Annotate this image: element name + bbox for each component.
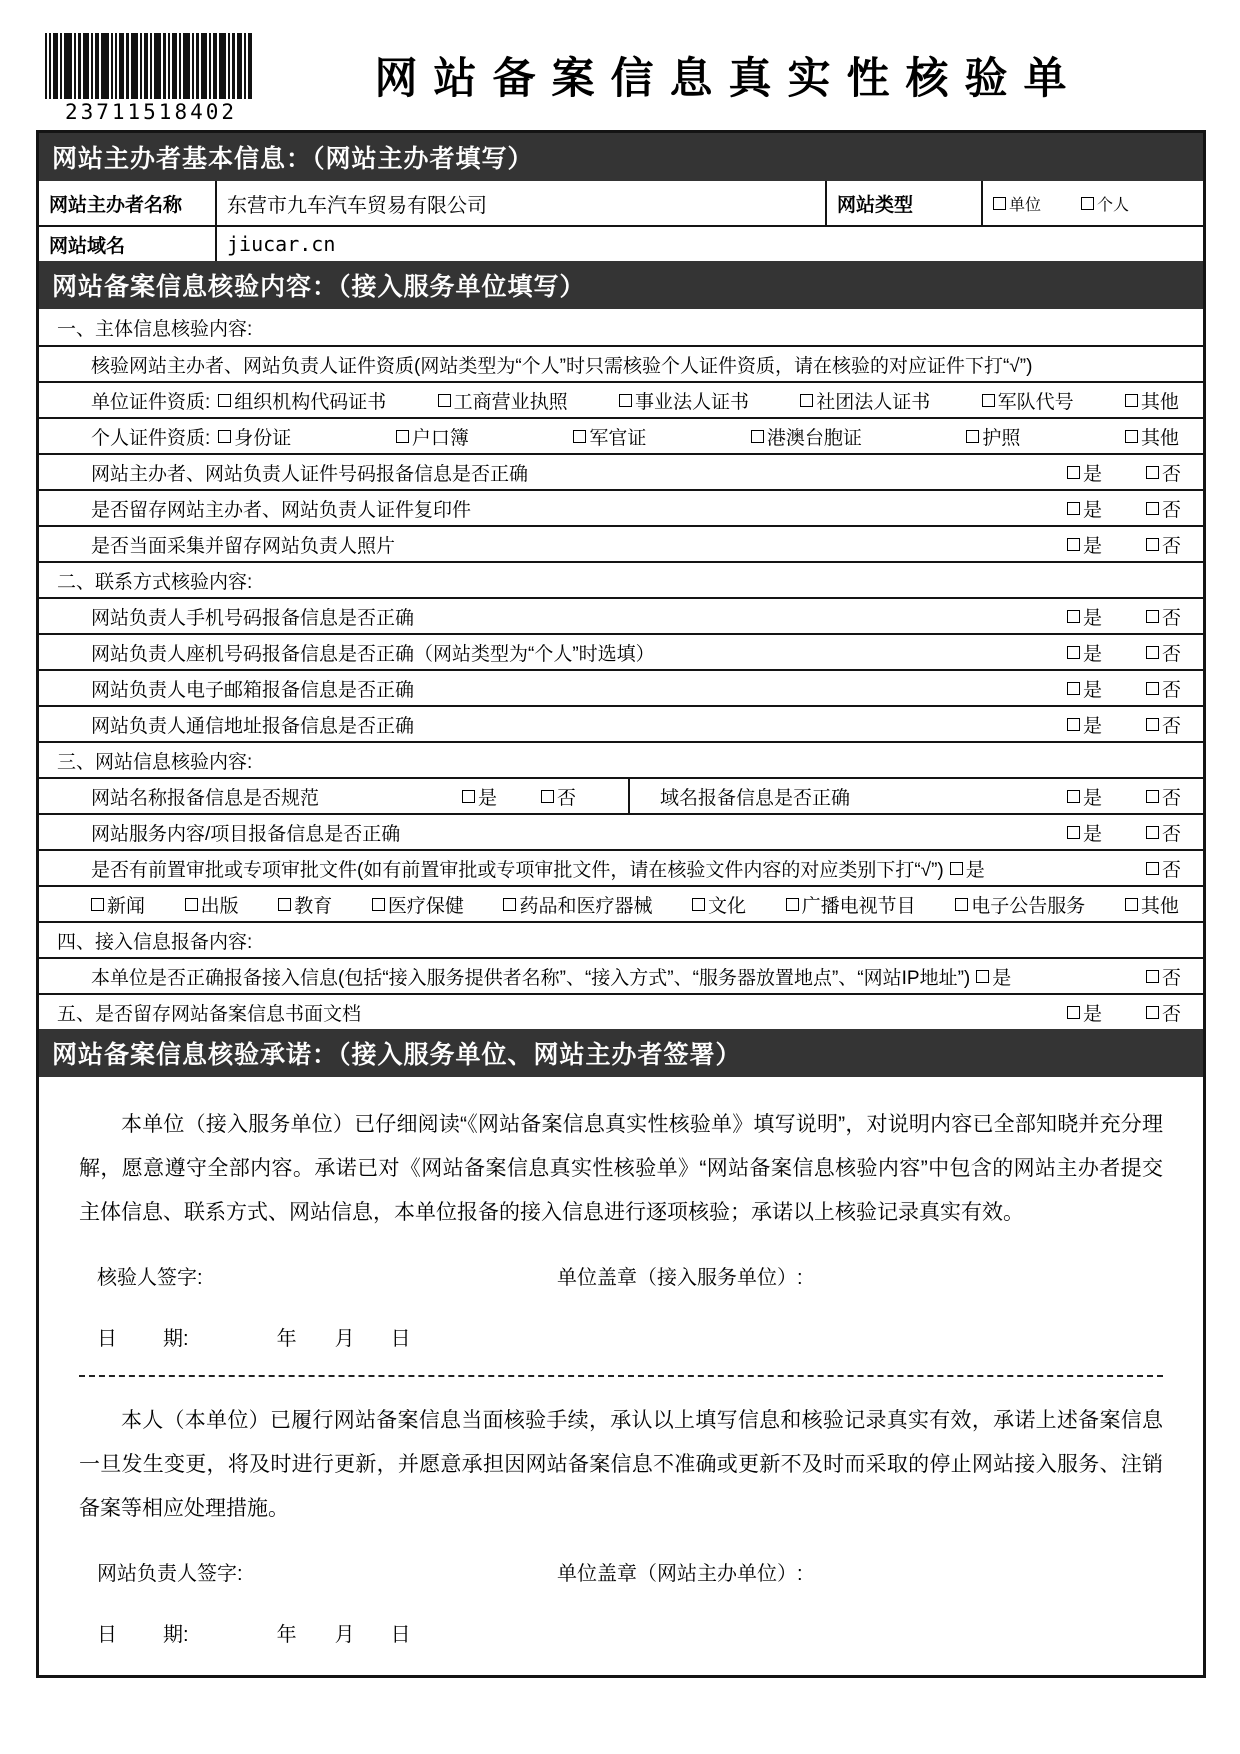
yes-option: [1067, 459, 1102, 486]
checkbox-pharma-medical-devices: [503, 898, 516, 911]
organizer-name-value: 东营市九车汽车贸易有限公司: [217, 181, 827, 225]
no-label: 否: [1161, 463, 1181, 485]
approval-category-option: [278, 891, 332, 918]
responsible-sign-row: [79, 1557, 1163, 1586]
checkbox-broadcast-tv: [786, 898, 799, 911]
personal-cert-options: [218, 423, 1187, 450]
checkbox-landline-yes: [1067, 646, 1080, 659]
checkbox-preapproval-yes: [950, 862, 963, 875]
personal-cert-option-label: 户口簿: [411, 427, 469, 449]
checkbox-household-register: [396, 430, 409, 443]
yes-no-group: [1067, 783, 1203, 810]
site-name-domain-row: [39, 777, 1203, 813]
checkbox-passport: [966, 430, 979, 443]
unit-cert-option-label: 工商营业执照: [453, 391, 568, 413]
no-label: 否: [1161, 823, 1181, 845]
approval-category-option: [692, 891, 746, 918]
yes-label: 是: [1082, 823, 1102, 845]
q-site-name-cell: [39, 779, 630, 813]
q-landline: 网站负责人座机号码报备信息是否正确（网站类型为“个人”时选填）: [91, 643, 655, 665]
yes-no-group: [1067, 531, 1187, 558]
q-email-row: [39, 669, 1203, 705]
yes-option: [976, 963, 1011, 990]
yes-option: [1067, 819, 1102, 846]
yes-option: [1067, 603, 1102, 630]
checkbox-mobile-yes: [1067, 610, 1080, 623]
yes-option: [1067, 783, 1102, 810]
approval-category-label: 电子公告服务: [971, 895, 1086, 917]
checkbox-access-no: [1146, 970, 1159, 983]
no-option: [1146, 675, 1181, 702]
yes-option: [950, 855, 985, 882]
approval-category-option: [372, 891, 464, 918]
checkbox-hmt-compatriot-cert: [751, 430, 764, 443]
barcode-image: [45, 33, 255, 99]
q-cert-number-row: [39, 453, 1203, 489]
part1-note-row: [39, 345, 1203, 381]
date-word: 日: [97, 1328, 117, 1350]
checkbox-domain-no: [1146, 790, 1159, 803]
q-email: 网站负责人电子邮箱报备信息是否正确: [91, 679, 415, 701]
unit-cert-option: [1125, 387, 1179, 414]
row-site-domain: [39, 225, 1203, 261]
checkbox-address-yes: [1067, 718, 1080, 731]
part1-title: 一、主体信息核验内容:: [57, 318, 253, 340]
part3-title-row: [39, 741, 1203, 777]
responsible-date-row: [79, 1618, 1163, 1647]
unit-cert-option-label: 其他: [1140, 391, 1179, 413]
yes-option: [1067, 711, 1102, 738]
approval-category-option: [91, 891, 145, 918]
no-label: 否: [1161, 535, 1181, 557]
unit-cert-option-label: 社团法人证书: [816, 391, 931, 413]
date-word: 期:: [163, 1624, 189, 1646]
no-label: 否: [1161, 607, 1181, 629]
date-month-label: 月: [334, 1328, 355, 1350]
checkbox-photo-no: [1146, 538, 1159, 551]
checkbox-news: [91, 898, 104, 911]
no-option: [1146, 603, 1181, 630]
yes-no-group: [1067, 459, 1187, 486]
q-domain-cell: [630, 783, 1203, 810]
section-header-verify-content: 网站备案信息核验内容：（接入服务单位填写）: [39, 261, 1203, 309]
responsible-sign-label: 网站负责人签字:: [97, 1563, 243, 1585]
no-label: 否: [1161, 643, 1181, 665]
checkbox-business-license: [438, 394, 451, 407]
unit-cert-row: [39, 381, 1203, 417]
checkbox-email-no: [1146, 682, 1159, 695]
organizer-name-label: 网站主办者名称: [39, 181, 217, 225]
q-address-row: [39, 705, 1203, 741]
approval-category-options: [91, 891, 1187, 918]
checkbox-service-yes: [1067, 826, 1080, 839]
checkbox-cert-number-no: [1146, 466, 1159, 479]
no-label: 否: [1161, 859, 1181, 881]
date-word: 期:: [163, 1328, 189, 1350]
no-label: 否: [1161, 679, 1181, 701]
checkbox-mobile-no: [1146, 610, 1159, 623]
approval-category-label: 文化: [708, 895, 747, 917]
barcode-block: [45, 33, 257, 124]
checkbox-address-no: [1146, 718, 1159, 731]
yes-label: 是: [477, 787, 497, 809]
yes-option: [1067, 495, 1102, 522]
date-year-label: 年: [276, 1624, 297, 1646]
unit-cert-option-label: 军队代号: [997, 391, 1074, 413]
q-photo: 是否当面采集并留存网站负责人照片: [91, 535, 396, 557]
no-option: [1146, 459, 1181, 486]
personal-cert-option-label: 军官证: [589, 427, 647, 449]
checkbox-service-no: [1146, 826, 1159, 839]
verify-table: [39, 309, 1203, 1029]
unit-cert-option-label: 组织机构代码证书: [234, 391, 387, 413]
q-access-row: [39, 957, 1203, 993]
approval-category-label: 广播电视节目: [801, 895, 916, 917]
checkbox-org-code-cert: [218, 394, 231, 407]
no-option: [1146, 855, 1187, 882]
q-service-row: [39, 813, 1203, 849]
verifier-sign-row: [79, 1261, 1163, 1290]
no-option: [1146, 711, 1181, 738]
date-month-label: 月: [334, 1624, 355, 1646]
approval-category-option: [1125, 891, 1179, 918]
verifier-date-row: [79, 1322, 1163, 1351]
yes-no-group: [1067, 711, 1187, 738]
q-landline-row: [39, 633, 1203, 669]
checkbox-cert-copy-no: [1146, 502, 1159, 515]
approval-category-label: 医疗保健: [387, 895, 464, 917]
yes-option: [1067, 531, 1102, 558]
part1-title-row: [39, 309, 1203, 345]
checkbox-culture: [692, 898, 705, 911]
checkbox-landline-no: [1146, 646, 1159, 659]
no-label: 否: [1161, 499, 1181, 521]
q-address: 网站负责人通信地址报备信息是否正确: [91, 715, 415, 737]
yes-label: 是: [1082, 607, 1102, 629]
date-day-label: 日: [390, 1328, 411, 1350]
checkbox-healthcare: [372, 898, 385, 911]
yes-no-group: [1067, 999, 1187, 1026]
organizer-seal-label: 单位盖章（网站主办单位）:: [557, 1563, 803, 1585]
personal-cert-option: [218, 423, 291, 450]
unit-cert-option: [619, 387, 749, 414]
no-label: 否: [556, 787, 576, 809]
q-photo-row: [39, 525, 1203, 561]
checkbox-site-type-unit: [993, 197, 1006, 210]
checkbox-site-name-yes: [462, 790, 475, 803]
section-header-basic-info: 网站主办者基本信息：（网站主办者填写）: [39, 133, 1203, 181]
no-label: 否: [1161, 715, 1181, 737]
checkbox-publishing: [185, 898, 198, 911]
yes-label: 是: [965, 859, 985, 881]
personal-cert-option: [751, 423, 862, 450]
part5-title: 五、是否留存网站备案信息书面文档: [57, 1003, 362, 1025]
checkbox-institution-cert: [619, 394, 632, 407]
no-option: [541, 783, 576, 810]
yes-no-group: [1067, 495, 1187, 522]
approval-category-option: [503, 891, 652, 918]
yes-label: 是: [1082, 535, 1102, 557]
approval-category-option: [185, 891, 239, 918]
unit-cert-option: [982, 387, 1074, 414]
personal-cert-option-label: 护照: [982, 427, 1021, 449]
q-mobile: 网站负责人手机号码报备信息是否正确: [91, 607, 415, 629]
yes-no-group: [1067, 819, 1187, 846]
site-domain-label: 网站域名: [39, 227, 217, 261]
approval-category-option: [955, 891, 1085, 918]
checkbox-photo-yes: [1067, 538, 1080, 551]
personal-cert-row: [39, 417, 1203, 453]
date-day-label: 日: [390, 1624, 411, 1646]
part2-title: 二、联系方式核验内容:: [57, 571, 253, 593]
checkbox-id-card: [218, 430, 231, 443]
dashed-divider: [79, 1375, 1163, 1377]
no-option: [1146, 783, 1181, 810]
q-access: 本单位是否正确报备接入信息(包括“接入服务提供者名称”、“接入方式”、“服务器放置地点”、“网站IP地址”): [91, 967, 971, 989]
unit-cert-option-label: 事业法人证书: [634, 391, 749, 413]
commitment-section: [39, 1077, 1203, 1675]
part3-title: 三、网站信息核验内容:: [57, 751, 253, 773]
yes-label: 是: [1082, 1003, 1102, 1025]
site-type-option-unit: [993, 192, 1041, 215]
date-word: 日: [97, 1624, 117, 1646]
no-option: [1146, 495, 1181, 522]
yes-option: [1067, 639, 1102, 666]
approval-category-label: 其他: [1140, 895, 1179, 917]
yes-option: [462, 783, 497, 810]
checkbox-email-yes: [1067, 682, 1080, 695]
approval-category-label: 出版: [200, 895, 239, 917]
checkbox-unit-other: [1125, 394, 1138, 407]
yes-no-group: [1067, 639, 1187, 666]
approval-category-label: 新闻: [107, 895, 146, 917]
approval-categories-row: [39, 885, 1203, 921]
q-mobile-row: [39, 597, 1203, 633]
no-option: [1146, 531, 1181, 558]
checkbox-education: [278, 898, 291, 911]
checkbox-bbs-service: [955, 898, 968, 911]
checkbox-site-name-no: [541, 790, 554, 803]
personal-cert-option: [1125, 423, 1179, 450]
document-header: [0, 0, 1240, 128]
yes-label: 是: [992, 967, 1012, 989]
checkbox-military-officer-cert: [573, 430, 586, 443]
q-preapproval: 是否有前置审批或专项审批文件(如有前置审批或专项审批文件，请在核验文件内容的对应类别下打“√”): [91, 859, 944, 881]
barcode-number: 23711518402: [64, 100, 238, 124]
site-type-option-personal: [1081, 192, 1129, 215]
checkbox-cert-number-yes: [1067, 466, 1080, 479]
checkbox-military-code: [982, 394, 995, 407]
q-domain: 域名报备信息是否正确: [660, 787, 851, 809]
row-organizer-name: [39, 181, 1203, 225]
yes-label: 是: [1082, 499, 1102, 521]
no-label: 否: [1161, 787, 1181, 809]
date-year-label: 年: [276, 1328, 297, 1350]
yes-option: [1067, 999, 1102, 1026]
personal-cert-label: 个人证件资质:: [91, 427, 211, 449]
approval-category-label: 药品和医疗器械: [519, 895, 653, 917]
no-option: [1146, 639, 1181, 666]
section-header-commitment: 网站备案信息核验承诺：（接入服务单位、网站主办者签署）: [39, 1029, 1203, 1077]
yes-option: [1067, 675, 1102, 702]
personal-cert-option-label: 港澳台胞证: [766, 427, 862, 449]
verifier-sign-label: 核验人签字:: [97, 1267, 203, 1289]
q-cert-copy: 是否留存网站主办者、网站负责人证件复印件: [91, 499, 472, 521]
q-cert-number: 网站主办者、网站负责人证件号码报备信息是否正确: [91, 463, 529, 485]
unit-cert-options: [218, 387, 1187, 414]
document-title: 网站备案信息真实性核验单: [374, 55, 1083, 103]
checkbox-personal-other: [1125, 430, 1138, 443]
personal-cert-option: [573, 423, 646, 450]
approval-category-option: [786, 891, 916, 918]
yes-label: 是: [1082, 643, 1102, 665]
checkbox-category-other: [1125, 898, 1138, 911]
commitment-paragraph-organizer: 本人（本单位）已履行网站备案信息当面核验手续，承认以上填写信息和核验记录真实有效，承诺上述备案信息一旦发生变更，将及时进行更新，并愿意承担因网站备案信息不准确或更新不及时而采取的停止网站接入服务、注销备案等相应处理措施。: [79, 1409, 1163, 1520]
no-option: [1146, 999, 1181, 1026]
checkbox-archive-no: [1146, 1006, 1159, 1019]
yes-no-group: [1067, 603, 1187, 630]
yes-label: 是: [1082, 679, 1102, 701]
yes-label: 是: [1082, 463, 1102, 485]
site-domain-value: jiucar.cn: [227, 232, 336, 256]
part1-note: 核验网站主办者、网站负责人证件资质(网站类型为“个人”时只需核验个人证件资质，请在核验的对应证件下打“√”): [91, 355, 1033, 377]
part5-title-row: [39, 993, 1203, 1029]
personal-cert-option: [966, 423, 1020, 450]
no-option: [1146, 963, 1187, 990]
personal-cert-option-label: 其他: [1140, 427, 1179, 449]
part4-title-row: [39, 921, 1203, 957]
unit-cert-option: [438, 387, 568, 414]
unit-cert-option: [218, 387, 386, 414]
site-type-label: 网站类型: [827, 181, 983, 225]
unit-cert-label: 单位证件资质:: [91, 391, 211, 413]
site-type-options: [983, 181, 1203, 225]
personal-cert-option-label: 身份证: [234, 427, 292, 449]
part2-title-row: [39, 561, 1203, 597]
approval-category-label: 教育: [294, 895, 333, 917]
checkbox-cert-copy-yes: [1067, 502, 1080, 515]
checkbox-access-yes: [976, 970, 989, 983]
verification-form: [36, 130, 1206, 1678]
yes-label: 是: [1082, 715, 1102, 737]
site-type-personal-label: 个人: [1097, 196, 1130, 214]
checkbox-site-type-personal: [1081, 197, 1094, 210]
unit-cert-option: [800, 387, 930, 414]
yes-label: 是: [1082, 787, 1102, 809]
q-service: 网站服务内容/项目报备信息是否正确: [91, 823, 401, 845]
checkbox-archive-yes: [1067, 1006, 1080, 1019]
checkbox-social-org-cert: [800, 394, 813, 407]
checkbox-preapproval-no: [1146, 862, 1159, 875]
no-label: 否: [1161, 967, 1181, 989]
checkbox-domain-yes: [1067, 790, 1080, 803]
yes-no-group: [1067, 675, 1187, 702]
no-option: [1146, 819, 1181, 846]
q-preapproval-row: [39, 849, 1203, 885]
isp-seal-label: 单位盖章（接入服务单位）:: [557, 1267, 803, 1289]
site-type-unit-label: 单位: [1009, 196, 1042, 214]
yes-no-group: [462, 783, 628, 810]
q-site-name: 网站名称报备信息是否规范: [91, 787, 320, 809]
q-cert-copy-row: [39, 489, 1203, 525]
personal-cert-option: [396, 423, 469, 450]
commitment-paragraph-isp: 本单位（接入服务单位）已仔细阅读“《网站备案信息真实性核验单》填写说明”，对说明内容已全部知晓并充分理解，愿意遵守全部内容。承诺已对《网站备案信息真实性核验单》“网站备案信息核验内容”中包含的网站主办者提交主体信息、联系方式、网站信息，本单位报备的接入信息进行逐项核验；承诺以上核验记录真实有效。: [79, 1113, 1163, 1224]
no-label: 否: [1161, 1003, 1181, 1025]
part4-title: 四、接入信息报备内容:: [57, 931, 253, 953]
